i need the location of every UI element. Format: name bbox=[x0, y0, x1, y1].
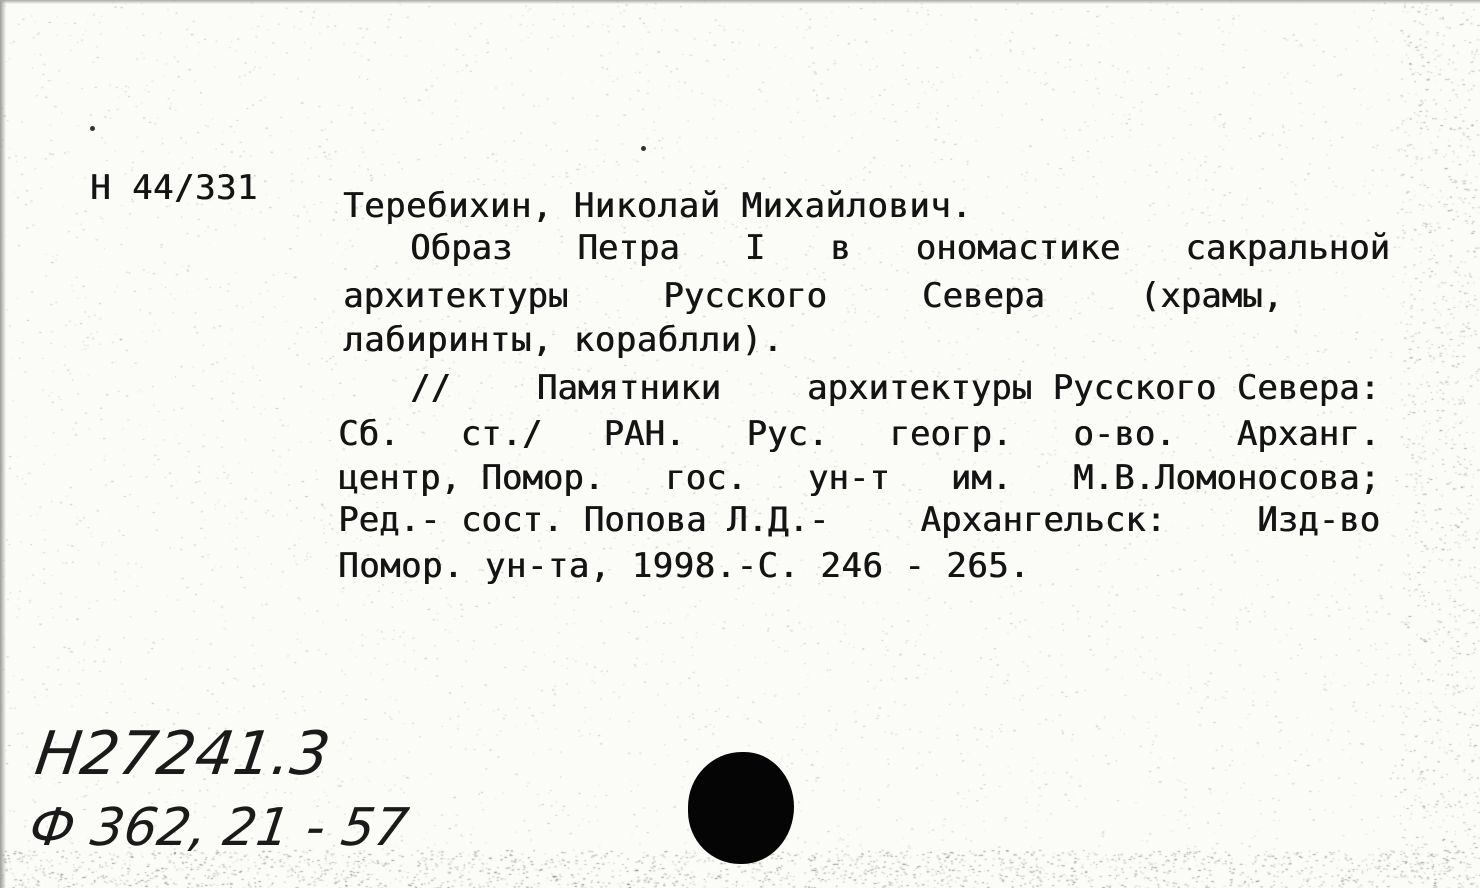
source-segment: ст./ bbox=[460, 414, 543, 454]
source-segment: Архангельск: bbox=[920, 500, 1167, 540]
title-line-3: лабиринты, кораблли). bbox=[343, 320, 784, 360]
source-segment: архитектуры Русского Севера: bbox=[806, 368, 1380, 408]
card-left-edge bbox=[0, 0, 6, 888]
punch-hole bbox=[688, 752, 794, 864]
source-segment: гос. bbox=[665, 458, 747, 498]
title-word: Севера bbox=[921, 276, 1045, 316]
title-word: ономастике bbox=[915, 228, 1121, 268]
title-word: Петра bbox=[577, 228, 680, 268]
source-segment: Памятники bbox=[536, 368, 722, 408]
source-segment: // bbox=[410, 368, 451, 408]
source-segment: Арханг. bbox=[1236, 414, 1380, 454]
specks bbox=[90, 126, 95, 131]
source-line-4 bbox=[338, 502, 1380, 538]
author-heading: Теребихин, Николай Михайлович. bbox=[343, 186, 973, 226]
source-segment: о-во. bbox=[1073, 414, 1176, 454]
title-word: архитектуры bbox=[343, 276, 569, 316]
source-segment: Рус. bbox=[746, 414, 829, 454]
source-segment: РАН. bbox=[603, 414, 686, 454]
title-word: (храмы, bbox=[1139, 276, 1283, 316]
title-line-1 bbox=[410, 230, 1390, 266]
specks bbox=[641, 146, 646, 151]
source-segment: Сб. bbox=[338, 414, 400, 454]
title-word: Образ bbox=[410, 228, 513, 268]
card-top-edge bbox=[0, 0, 1480, 4]
source-line-3 bbox=[338, 460, 1380, 496]
title-word: сакральной bbox=[1185, 228, 1390, 268]
shelfmark: Н 44/331 bbox=[90, 168, 258, 208]
source-segment: им. bbox=[950, 458, 1013, 498]
source-line-5: Помор. ун-та, 1998.-С. 246 - 265. bbox=[338, 546, 1031, 586]
handwritten-number-2: Ф 362, 21 - 57 bbox=[25, 798, 412, 858]
title-word: в bbox=[830, 228, 851, 268]
source-segment: центр, Помор. bbox=[338, 458, 605, 498]
source-segment: Ред.- сост. Попова Л.Д.- bbox=[338, 500, 830, 540]
source-segment: геогр. bbox=[889, 414, 1013, 454]
source-segment: ун-т bbox=[807, 458, 890, 498]
title-line-2 bbox=[343, 278, 1283, 314]
handwritten-number-1: Н27241.3 bbox=[31, 719, 335, 789]
title-word: I bbox=[744, 228, 766, 268]
title-word: Русского bbox=[663, 276, 827, 316]
source-line-1 bbox=[410, 370, 1380, 406]
source-segment: М.В.Ломоносова; bbox=[1072, 458, 1380, 498]
source-segment: Изд-во bbox=[1257, 500, 1380, 540]
source-line-2 bbox=[338, 416, 1380, 452]
